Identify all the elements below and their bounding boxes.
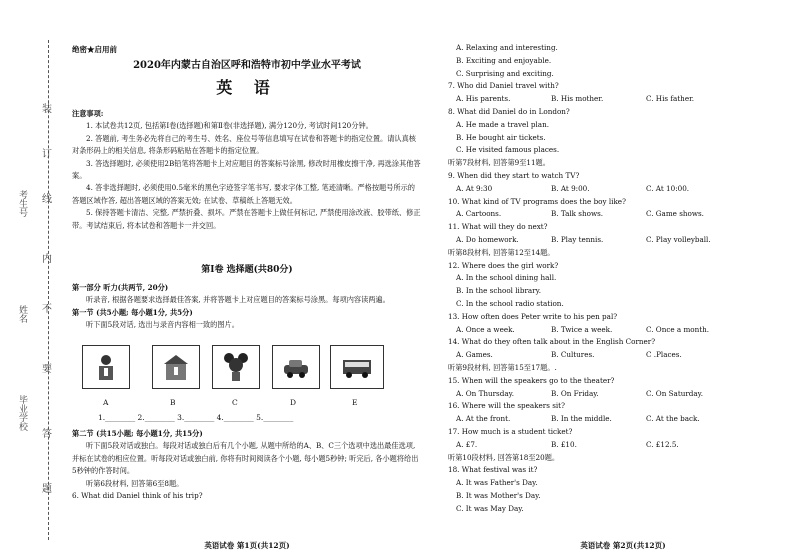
question: 13. How often does Peter write to his pen pal? [448,311,618,321]
option: A. Games. [456,350,493,360]
note-item: 3. 答选择题时, 必须使用2B铅笔将答题卡上对应题目的答案标号涂黑, 修改时用橡皮擦干净, 再选涂其他答案。 [72,158,421,181]
option: A. At 9:30 [456,183,493,193]
question: 16. Where will the speakers sit? [448,401,565,411]
option: B. Play tennis. [551,234,604,244]
option: A. £7. [456,439,478,449]
option: A. Cartoons. [456,209,502,219]
binding-word: 答 [42,429,52,440]
page-1 [72,0,422,560]
binding-dashed-line [48,40,49,540]
option: C. Game shows. [646,209,704,219]
section-note: 听第10段材料, 回答第18至20题。 [448,452,560,462]
option: A. At the front. [456,414,511,424]
question: 7. Who did Daniel travel with? [448,81,559,91]
picture-b-hospital [152,345,200,389]
binding-word: 内 [42,254,52,265]
option-row [448,183,794,196]
option: A. In the school dining hall. [456,273,557,283]
option-row [448,324,794,337]
part1-heading: 第一部分 听力(共两节, 20分) [72,283,169,292]
option: C. His father. [646,94,694,104]
question-6: 6. What did Daniel think of his trip? [72,491,203,501]
option: A. It was Father's Day. [456,478,538,488]
picture-c-mickey-mouse [212,345,260,389]
binding-word: 要 [42,364,52,375]
option: A. Once a week. [456,324,515,334]
picture-e-bus [330,345,384,389]
questions-list [448,42,794,515]
option-row [448,388,794,401]
section2-note: 听第6段材料, 回答第6至8题。 [86,478,184,488]
subject-title: 英 语 [216,78,278,97]
option-row [448,208,794,221]
option: A. Relaxing and interesting. [456,43,558,52]
option: A. Do homework. [456,234,519,244]
option: A. On Thursday. [456,388,515,398]
note-item: 5. 保持答题卡清洁、完整, 严禁折叠、损坏。严禁在答题卡上做任何标记, 严禁使用涂改液、胶带纸、修正带。考试结束后, 将本试卷和答题卡一并交回。 [72,208,421,230]
option: B. He bought air tickets. [456,132,546,142]
section2-heading: 第二节 (共15小题; 每小题1分, 共15分) [72,429,203,438]
binding-margin [10,40,60,540]
option: B. Exciting and enjoyable. [456,55,552,65]
picture-d-car [272,345,320,389]
question: 10. What kind of TV programs does the boy like? [448,196,626,206]
volume-heading: 第Ⅰ卷 选择题(共80分) [201,265,293,275]
page-footer: 英语试卷 第2页(共12页) [580,541,666,550]
option: C. At 10:00. [646,183,690,193]
question: 11. What will they do next? [448,222,548,232]
question: 17. How much is a student ticket? [448,426,573,436]
notes-heading: 注意事项: [72,109,104,118]
question: 9. When did they start to watch TV? [448,170,580,180]
option: C. At the back. [646,414,700,424]
secret-tag: 绝密★启用前 [72,45,117,54]
binding-word: 题 [42,484,52,495]
binding-word: 线 [42,194,52,205]
binding-word: 装 [42,104,52,115]
picture-label: B [170,398,176,407]
picture-label: E [352,398,358,407]
option: B. On Friday. [551,388,599,398]
option-row [448,93,794,106]
option: B. In the school library. [456,286,541,296]
option: A. He made a travel plan. [456,119,549,129]
binding-word: 订 [42,149,52,160]
option: B. Twice a week. [551,324,613,334]
option: B. His mother. [551,94,604,104]
picture-label: C [232,398,238,407]
part1-instructions: 听录音, 根据各题要求选择最佳答案, 并将答题卡上对应题目的答案标号涂黑。每项内容读两遍。 [86,295,390,305]
note-item: 4. 答非选择题时, 必须使用0.5毫米的黑色字迹签字笔书写, 要求字体工整, 笔迹清晰。严格按题号所示的答题区域作答, 超出答题区域的答案无效; 在试卷、草稿纸上答题无效。 [72,183,415,205]
label-exam-number: 考生号 [17,190,27,217]
option: C .Places. [646,350,682,360]
question: 15. When will the speakers go to the theater? [448,375,615,385]
notes-section [72,108,422,232]
option: C. Surprising and exciting. [456,68,554,78]
label-school: 毕业学校 [17,395,27,431]
picture-a-nurse [82,345,130,389]
option: B. In the middle. [551,414,612,424]
label-name: 姓名 [17,305,27,323]
section-note: 听第7段材料, 回答第9至11题。 [448,158,550,168]
option: C. £12.5. [646,439,679,449]
question: 12. Where does the girl work? [448,260,559,270]
option: C. On Saturday. [646,388,704,398]
part1-block [72,282,422,332]
page-footer: 英语试卷 第1页(共12页) [204,541,290,550]
option: C. Once a month. [646,324,710,334]
option: B. It was Mother's Day. [456,490,541,500]
note-item: 1. 本试卷共12页, 包括第Ⅰ卷(选择题)和第Ⅱ卷(非选择题), 满分120分, 考试时间120分钟。 [86,121,373,131]
answer-blanks: 1.________ 2.________ 3.________ 4.________ 5.________ [98,413,294,422]
picture-label: D [290,398,297,407]
section-note: 听第8段材料, 回答第12至14题。 [448,247,555,257]
section-note: 听第9段材料, 回答第15至17题。. [448,362,557,372]
option: C. He visited famous places. [456,145,560,155]
option: C. In the school radio station. [456,298,564,308]
option: C. It was May Day. [456,503,524,513]
section2-instructions: 听下面5段对话或独白。每段对话或独白后有几个小题, 从题中所给的A、B、C三个选项中选出最佳选项, 并标在试卷的相应位置。听每段对话或独白前, 你将有时间阅读各个小题, 每小题5秒钟; 听完后, 各小题将给出5秒钟的作答时间。 [72,441,419,476]
note-item: 2. 答题前, 考生务必先将自己的考生号、姓名、座位号等信息填写在试卷和答题卡的指定位置。请认真核对条形码上的相关信息, 将条形码粘贴在答题卡的指定位置。 [72,133,416,156]
option-row [448,234,794,247]
question: 14. What do they often talk about in the English Corner? [448,337,656,347]
binding-word: 不 [42,304,52,315]
option: A. His parents. [456,94,511,104]
option: B. At 9:00. [551,183,590,193]
exam-title: 2020年内蒙古自治区呼和浩特市初中学业水平考试 [133,60,361,71]
option-row [448,413,794,426]
section1-heading: 第一节 (共5小题; 每小题1分, 共5分) [72,307,193,317]
question: 8. What did Daniel do in London? [448,106,570,116]
option: B. £10. [551,439,577,449]
picture-label: A [103,398,109,407]
option-row [448,439,794,452]
option: B. Cultures. [551,350,595,360]
section2-block [72,428,422,502]
section1-instructions: 听下面5段对话, 选出与录音内容相一致的图片。 [86,320,239,330]
picture-options [72,345,422,407]
question: 18. What festival was it? [448,465,538,475]
option: B. Talk shows. [551,209,604,219]
page-2 [448,0,794,560]
option-row [448,349,794,362]
option: C. Play volleyball. [646,234,711,244]
